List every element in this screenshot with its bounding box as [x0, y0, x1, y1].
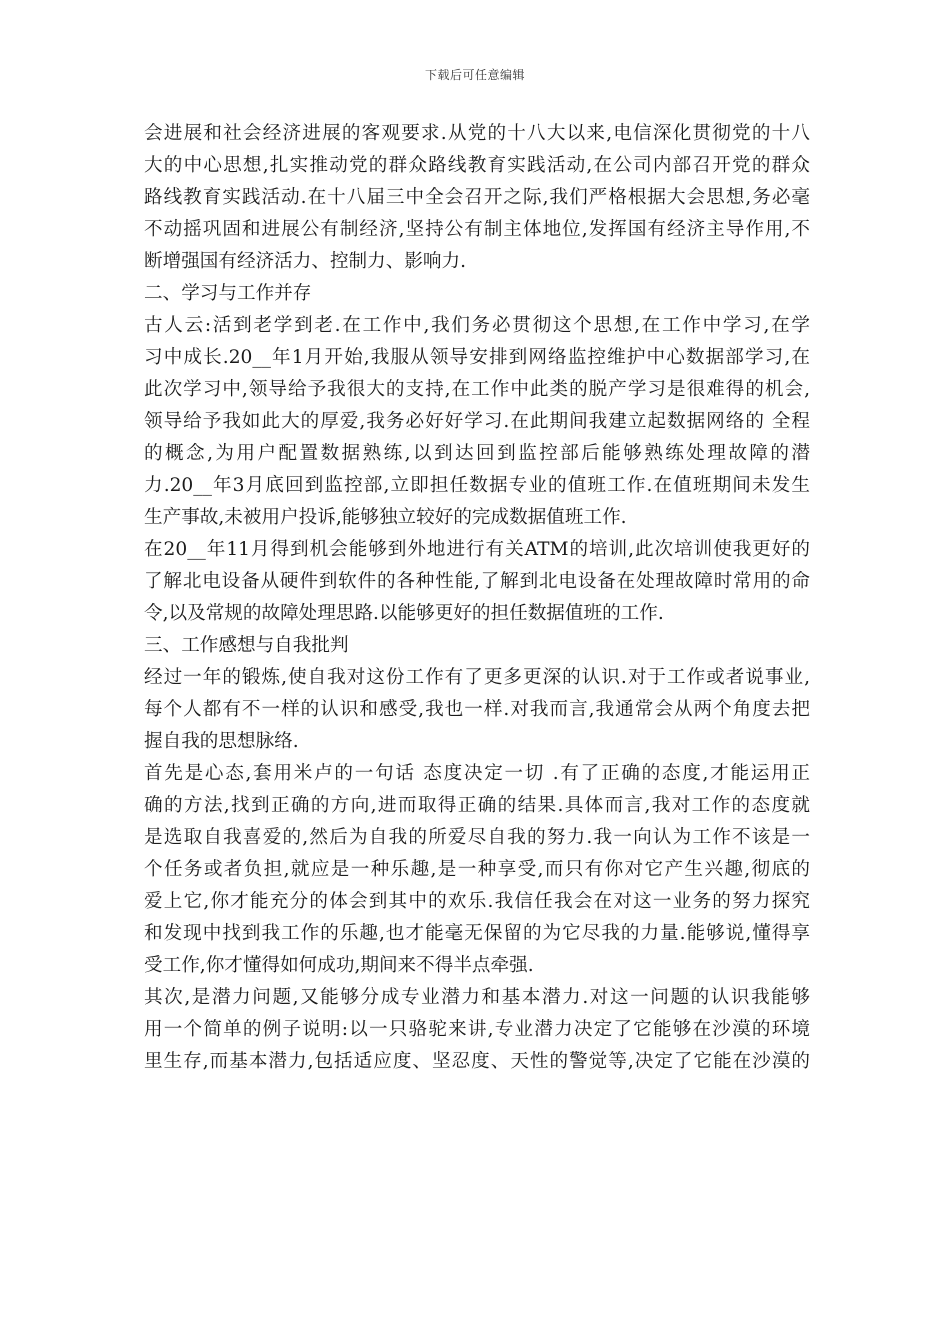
- text-line: 大的中心思想,扎实推动党的群众路线教育实践活动,在公司内部召开党的群众: [144, 155, 810, 176]
- text-line: 受工作,你才懂得如何成功,期间来不得半点牵强.: [144, 955, 534, 976]
- text-line: 生产事故,未被用户投诉,能够独立较好的完成数据值班工作.: [144, 507, 627, 528]
- text-line: 经过一年的锻炼,使自我对这份工作有了更多更深的认识.对于工作或者说事业,: [144, 667, 810, 688]
- text-line: 首先是心态,套用米卢的一句话 态度决定一切 .有了正确的态度,才能运用正: [144, 763, 810, 784]
- text-line: 用一个简单的例子说明:以一只骆驼来讲,专业潜力决定了它能够在沙漠的环境: [144, 1019, 810, 1040]
- text-line: 习中成长.20__年1月开始,我服从领导安排到网络监控维护中心数据部学习,在: [144, 347, 810, 368]
- text-line: 断增强国有经济活力、控制力、影响力.: [144, 251, 467, 272]
- text-line: 在20__年11月得到机会能够到外地进行有关ATM的培训,此次培训使我更好的: [144, 539, 810, 560]
- text-line: 了解北电设备从硬件到软件的各种性能,了解到北电设备在处理故障时常用的命: [144, 571, 810, 592]
- text-line: 握自我的思想脉络.: [144, 731, 299, 752]
- text-line: 路线教育实践活动.在十八届三中全会召开之际,我们严格根据大会思想,务必毫: [144, 187, 810, 208]
- text-line: 会进展和社会经济进展的客观要求.从党的十八大以来,电信深化贯彻党的十八: [144, 123, 810, 144]
- text-line: 令,以及常规的故障处理思路.以能够更好的担任数据值班的工作.: [144, 603, 664, 624]
- text-line: 是选取自我喜爱的,然后为自我的所爱尽自我的努力.我一向认为工作不该是一: [144, 827, 810, 848]
- page-header: 下载后可任意编辑: [424, 68, 525, 82]
- text-line: 爱上它,你才能充分的体会到其中的欢乐.我信任我会在对这一业务的努力探究: [144, 891, 810, 912]
- text-line: 里生存,而基本潜力,包括适应度、坚忍度、天性的警觉等,决定了它能在沙漠的: [144, 1051, 810, 1072]
- text-line: 此次学习中,领导给予我很大的支持,在工作中此类的脱产学习是很难得的机会,: [144, 379, 810, 400]
- text-line: 个任务或者负担,就应是一种乐趣,是一种享受,而只有你对它产生兴趣,彻底的: [144, 859, 810, 880]
- document-body: [144, 118, 810, 1078]
- text-line: 每个人都有不一样的认识和感受,我也一样.对我而言,我通常会从两个角度去把: [144, 699, 810, 720]
- text-line: 领导给予我如此大的厚爱,我务必好好学习.在此期间我建立起数据网络的 全程: [144, 411, 810, 432]
- text-line: 确的方法,找到正确的方向,进而取得正确的结果.具体而言,我对工作的态度就: [144, 795, 810, 816]
- text-line: 古人云:活到老学到老.在工作中,我们务必贯彻这个思想,在工作中学习,在学: [144, 315, 810, 336]
- text-line: 和发现中找到我工作的乐趣,也才能毫无保留的为它尽我的力量.能够说,懂得享: [144, 923, 810, 944]
- text-line: 不动摇巩固和进展公有制经济,坚持公有制主体地位,发挥国有经济主导作用,不: [144, 219, 810, 240]
- text-line: 其次,是潜力问题,又能够分成专业潜力和基本潜力.对这一问题的认识我能够: [144, 987, 810, 1008]
- text-line: 力.20__年3月底回到监控部,立即担任数据专业的值班工作.在值班期间未发生: [144, 475, 810, 496]
- text-line: 三、工作感想与自我批判: [144, 635, 349, 656]
- text-line: 的概念,为用户配置数据熟练,以到达回到监控部后能够熟练处理故障的潜: [144, 443, 810, 464]
- text-line: 二、学习与工作并存: [144, 283, 312, 304]
